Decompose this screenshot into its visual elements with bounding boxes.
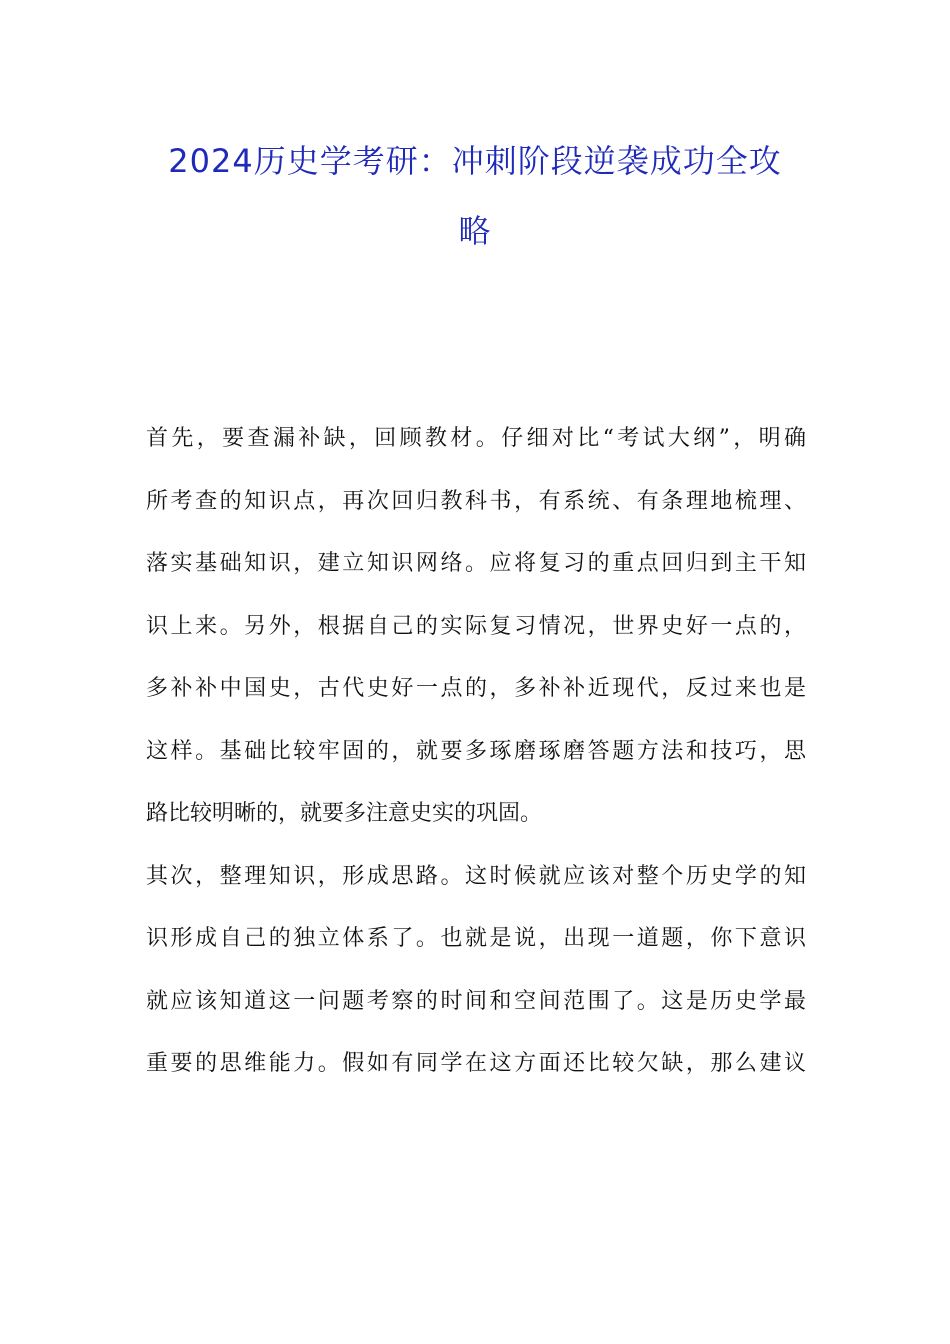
paragraph-line: 就应该知道这一问题考察的时间和空间范围了。这是历史学最 <box>146 988 806 1014</box>
paragraph-line: 其次，整理知识，形成思路。这时候就应该对整个历史学的知 <box>146 863 806 889</box>
paragraph-line: 所考查的知识点，再次回归教科书，有系统、有条理地梳理、 <box>146 488 806 514</box>
paragraph-line: 识上来。另外，根据自己的实际复习情况，世界史好一点的， <box>146 613 806 639</box>
paragraph-2 <box>146 846 806 1096</box>
paragraph-line: 这样。基础比较牢固的，就要多琢磨琢磨答题方法和技巧，思 <box>146 738 806 764</box>
paragraph-line: 路比较明晰的，就要多注意史实的巩固。 <box>146 801 543 826</box>
paragraph-line: 多补补中国史，古代史好一点的，多补补近现代，反过来也是 <box>146 676 806 701</box>
paragraph-1 <box>146 408 806 846</box>
paragraph-line: 落实基础知识，建立知识网络。应将复习的重点回归到主干知 <box>146 551 806 576</box>
paragraph-line: 首先，要查漏补缺，回顾教材。仔细对比“考试大纲”，明确 <box>146 426 806 451</box>
document-title <box>120 126 830 266</box>
title-line: 略 <box>458 212 492 250</box>
paragraph-line: 识形成自己的独立体系了。也就是说，出现一道题，你下意识 <box>146 926 806 951</box>
document-body <box>146 408 806 1096</box>
title-line: 2024历史学考研：冲刺阶段逆袭成功全攻 <box>168 142 782 180</box>
paragraph-line: 重要的思维能力。假如有同学在这方面还比较欠缺，那么建议 <box>146 1051 806 1076</box>
